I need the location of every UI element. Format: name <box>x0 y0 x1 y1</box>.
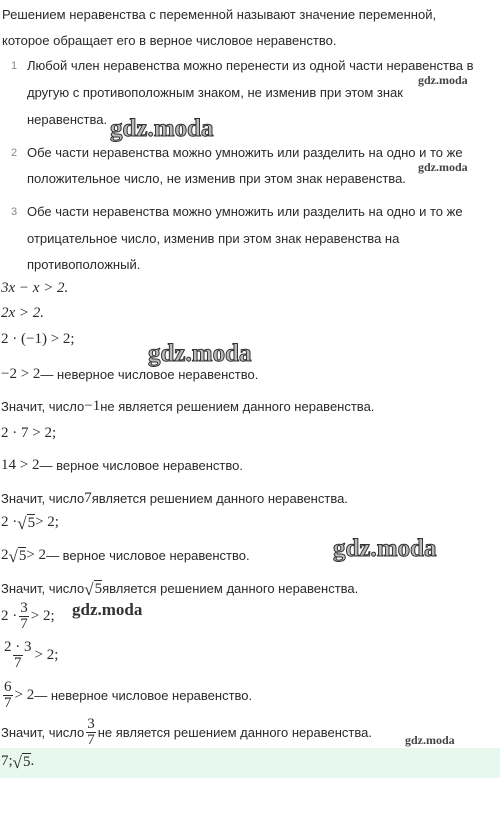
sqrt-5 <box>9 547 27 565</box>
equation-3: 2 · (−1) > 2; <box>1 331 75 347</box>
conclusion-4-pre: Значит, число <box>1 725 85 740</box>
equation-9-pre: 2 · <box>1 608 18 624</box>
intro-line-1: Решением неравенства с переменной называют значение переменной, <box>2 7 437 22</box>
answer-box <box>0 748 500 778</box>
denominator: 7 <box>87 732 95 748</box>
equation-5: 2 · 7 > 2; <box>1 425 57 441</box>
sqrt-symbol: √ <box>17 513 27 533</box>
rule-number-2: 2 <box>11 147 18 159</box>
equation-7-pre: 2 · <box>1 514 18 531</box>
sqrt-symbol: √ <box>84 579 94 599</box>
watermark: gdz.moda <box>110 115 214 142</box>
conclusion-3 <box>1 580 358 598</box>
conclusion-1-pre: Значит, число <box>1 399 85 414</box>
conclusion-1-math: −1 <box>84 398 101 414</box>
radicand: 5 <box>94 581 103 597</box>
rule-1-line-2: другую с противоположным знаком, не изменив при этом знак <box>27 85 403 100</box>
equation-8-pre: 2 <box>1 547 9 564</box>
equation-6 <box>1 457 243 474</box>
equation-7 <box>1 514 59 532</box>
equation-8-text: — верное числовое неравенство. <box>46 548 250 564</box>
equation-11-gt: > 2 <box>14 687 35 703</box>
numerator: 6 <box>4 679 12 695</box>
conclusion-2-post: является решением данного неравенства. <box>91 491 348 506</box>
sqrt-5 <box>84 580 102 598</box>
denominator: 7 <box>4 695 12 711</box>
equation-10 <box>1 640 58 671</box>
conclusion-2-pre: Значит, число <box>1 491 85 506</box>
watermark: gdz.moda <box>148 340 252 367</box>
sqrt-symbol: √ <box>8 546 18 566</box>
rule-number-3: 3 <box>11 206 18 218</box>
conclusion-3-pre: Значит, число <box>1 581 85 597</box>
watermark: gdz.moda <box>418 73 468 87</box>
fraction-6-7 <box>3 680 13 711</box>
numerator: 2 · 3 <box>4 639 32 655</box>
equation-9 <box>1 601 55 632</box>
fraction-3-7 <box>86 717 96 748</box>
conclusion-3-post: является решением данного неравенства. <box>102 581 359 597</box>
denominator: 7 <box>14 655 22 671</box>
numerator: 3 <box>87 716 95 732</box>
radicand: 5 <box>27 515 36 531</box>
equation-2: 2x > 2. <box>1 305 45 321</box>
conclusion-1-post: не является решением данного неравенства. <box>100 399 375 414</box>
equation-11 <box>1 680 252 711</box>
equation-11-text: — неверное числовое неравенство. <box>34 688 253 703</box>
equation-6-text: — верное числовое неравенство. <box>39 458 243 473</box>
watermark: gdz.moda <box>333 535 437 562</box>
equation-9-post: > 2; <box>30 608 55 624</box>
sqrt-symbol: √ <box>12 752 23 772</box>
equation-4-text: — неверное числовое неравенство. <box>40 367 259 382</box>
conclusion-2-math: 7 <box>84 490 92 506</box>
rule-3-line-3: противоположный. <box>27 257 141 272</box>
rule-number-1: 1 <box>11 60 18 72</box>
radicand: 5 <box>18 548 27 564</box>
rule-2-line-2: положительное число, не изменив при этом знак неравенства. <box>27 171 406 186</box>
fraction-3-7 <box>19 601 29 632</box>
sqrt-5 <box>17 514 35 532</box>
fraction-6-7-expanded <box>3 640 33 671</box>
rule-2-line-1: Обе части неравенства можно умножить или разделить на одно и то же <box>27 145 463 160</box>
denominator: 7 <box>20 616 28 632</box>
rule-3-line-2: отрицательное число, изменив при этом знак неравенства на <box>27 231 400 246</box>
equation-4 <box>1 366 258 383</box>
watermark: gdz.moda <box>405 733 455 747</box>
equation-8 <box>1 547 250 565</box>
rule-1-line-1: Любой член неравенства можно перенести из одной части неравенства в <box>27 58 474 73</box>
answer-dot: . <box>30 753 35 770</box>
answer-text <box>1 753 34 771</box>
equation-7-post: > 2; <box>35 514 59 531</box>
numerator: 3 <box>20 600 28 616</box>
rule-3-line-1: Обе части неравенства можно умножить или разделить на одно и то же <box>27 204 463 219</box>
watermark: gdz.moda <box>418 160 468 174</box>
equation-10-post: > 2; <box>34 647 59 663</box>
watermark: gdz.moda <box>72 600 143 619</box>
equation-4-math: −2 > 2 <box>1 366 41 382</box>
conclusion-4 <box>1 717 372 748</box>
sqrt-5 <box>13 753 31 771</box>
conclusion-2 <box>1 490 348 507</box>
radicand: 5 <box>23 754 31 770</box>
equation-8-gt: > 2 <box>26 547 47 564</box>
intro-line-2: которое обращает его в верное числовое неравенство. <box>2 33 337 48</box>
rule-1-line-3: неравенства. <box>27 112 108 127</box>
equation-1: 3x − x > 2. <box>1 280 69 296</box>
equation-6-math: 14 > 2 <box>1 457 40 473</box>
conclusion-4-post: не является решением данного неравенства. <box>97 725 372 740</box>
conclusion-1 <box>1 398 374 415</box>
answer-value: 7; <box>1 753 13 770</box>
